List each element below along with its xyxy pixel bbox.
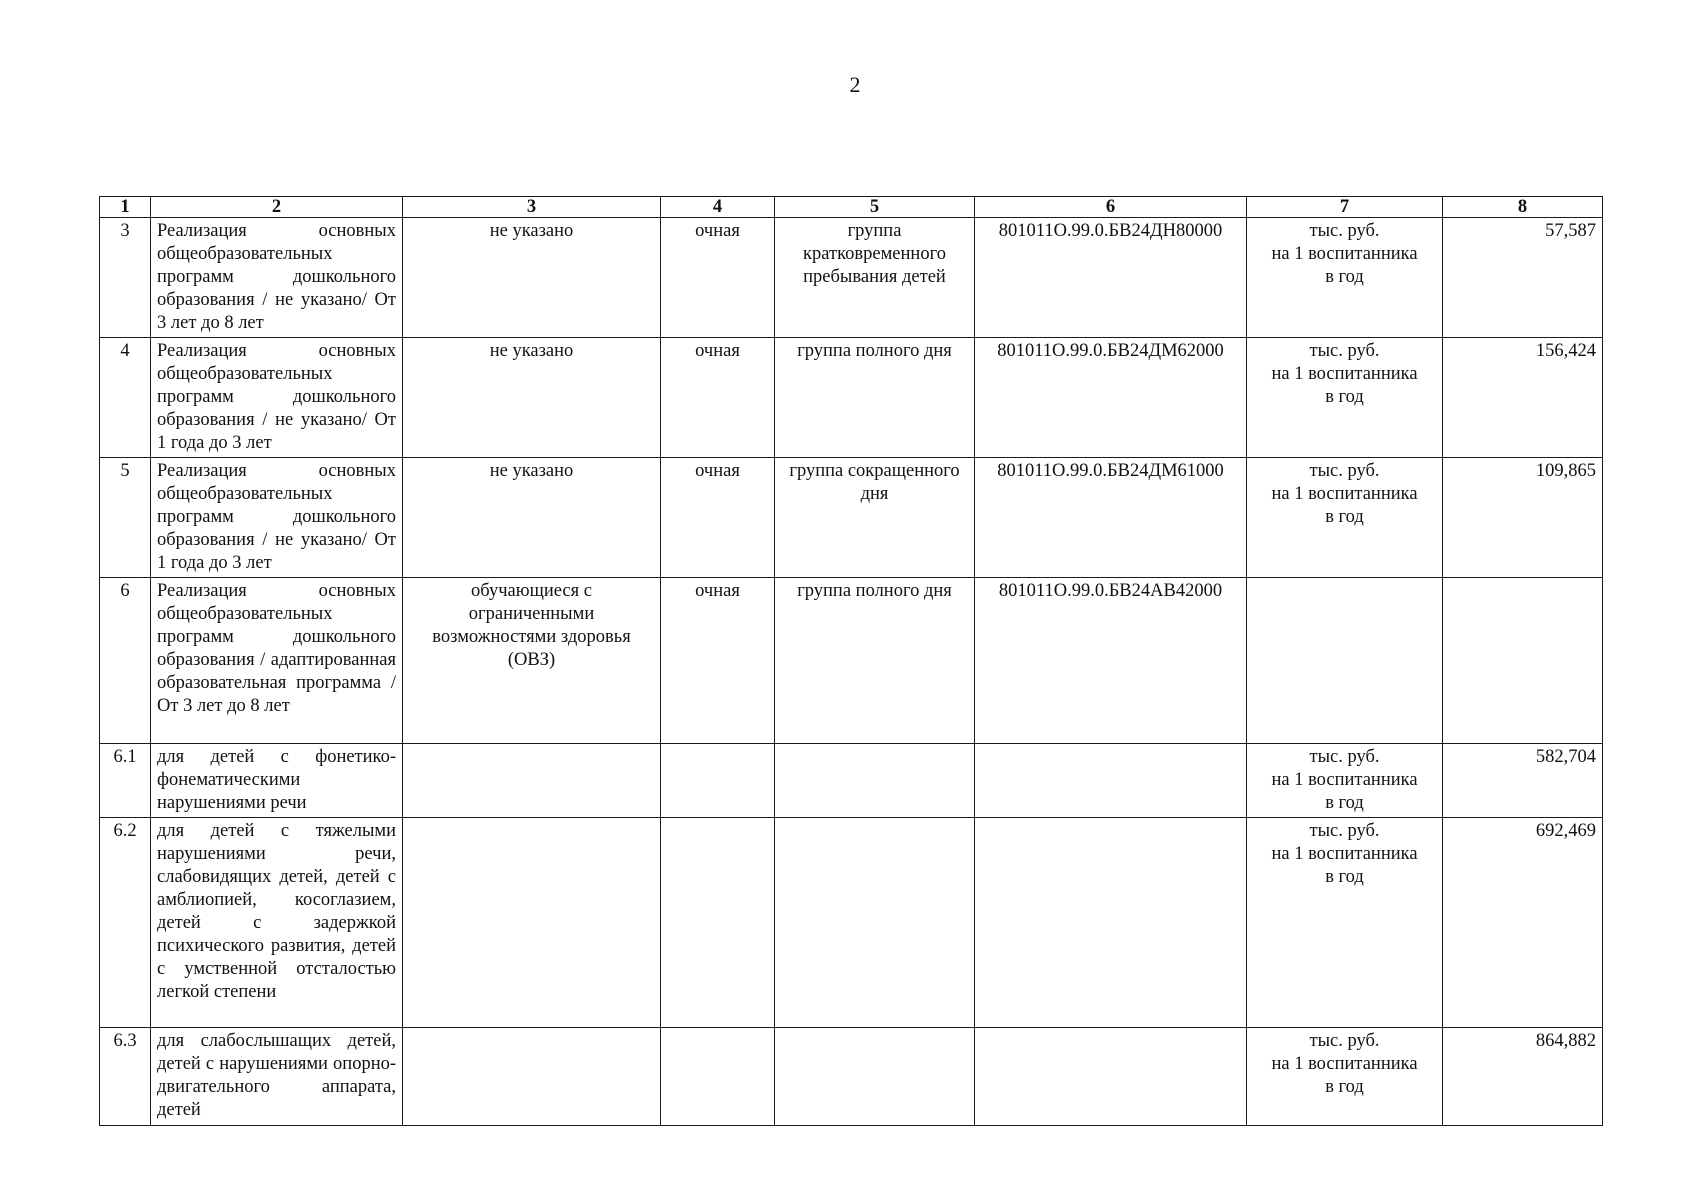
service-name: Реализация основных общеобразовательных программ дошкольного образования / не указано/ От 1 года до 3 лет (151, 338, 403, 458)
table-row (100, 818, 1603, 1028)
category (403, 818, 661, 1028)
header-cell: 2 (151, 197, 403, 218)
form (661, 744, 775, 818)
form (661, 818, 775, 1028)
category (403, 744, 661, 818)
unit-line: тыс. руб. (1309, 221, 1380, 241)
table-row (100, 218, 1603, 338)
page-number: 2 (849, 72, 861, 97)
service-name: Реализация основных общеобразовательных программ дошкольного образования / не указано/ От 3 лет до 8 лет (151, 218, 403, 338)
unit-line: на 1 воспитанника (1271, 844, 1418, 864)
unit-line: в год (1325, 1077, 1364, 1097)
category: не указано (403, 458, 661, 578)
header-cell: 1 (100, 197, 151, 218)
unit-line: в год (1325, 793, 1364, 813)
header-cell: 5 (775, 197, 975, 218)
header-row (100, 197, 1603, 218)
service-name: для детей с тяжелыми нарушениями речи, слабовидящих детей, детей с амблиопией, косоглазием, детей с задержкой психического развития, детей с умственной отсталостью легкой степени (151, 818, 403, 1028)
group-type: группа полного дня (775, 578, 975, 744)
unit-line: на 1 воспитанника (1271, 770, 1418, 790)
registry-code: 801011О.99.0.БВ24АВ42000 (975, 578, 1247, 744)
form: очная (661, 458, 775, 578)
header-cell: 6 (975, 197, 1247, 218)
header-cell: 7 (1247, 197, 1443, 218)
group-type: группа полного дня (775, 338, 975, 458)
group-type (775, 818, 975, 1028)
category: не указано (403, 338, 661, 458)
header-cell: 8 (1443, 197, 1603, 218)
table-row (100, 1028, 1603, 1126)
row-number: 4 (100, 338, 151, 458)
category (403, 1028, 661, 1126)
service-name: Реализация основных общеобразовательных программ дошкольного образования / не указано/ От 1 года до 3 лет (151, 458, 403, 578)
unit-line: тыс. руб. (1309, 821, 1380, 841)
group-type (775, 744, 975, 818)
tariff-table (99, 196, 1603, 1126)
unit-line: в год (1325, 267, 1364, 287)
registry-code (975, 744, 1247, 818)
unit (1247, 744, 1443, 818)
cost-value: 156,424 (1443, 338, 1603, 458)
unit-line: в год (1325, 387, 1364, 407)
service-name: для детей с фонетико-фонематическими нарушениями речи (151, 744, 403, 818)
unit (1247, 818, 1443, 1028)
unit (1247, 458, 1443, 578)
unit-line: на 1 воспитанника (1271, 364, 1418, 384)
group-type (775, 1028, 975, 1126)
cost-value (1443, 578, 1603, 744)
unit-line: тыс. руб. (1309, 747, 1380, 767)
unit-line: тыс. руб. (1309, 1031, 1380, 1051)
form: очная (661, 218, 775, 338)
table-row (100, 744, 1603, 818)
table-row (100, 458, 1603, 578)
unit-line: тыс. руб. (1309, 341, 1380, 361)
table-row (100, 338, 1603, 458)
unit-line: в год (1325, 867, 1364, 887)
cost-value: 109,865 (1443, 458, 1603, 578)
unit (1247, 578, 1443, 744)
row-number: 5 (100, 458, 151, 578)
row-number: 3 (100, 218, 151, 338)
service-name: Реализация основных общеобразовательных программ дошкольного образования / адаптированная образовательная программа / От 3 лет до 8 лет (151, 578, 403, 744)
registry-code (975, 1028, 1247, 1126)
category: не указано (403, 218, 661, 338)
group-type: группа сокращенного дня (775, 458, 975, 578)
form: очная (661, 578, 775, 744)
table-row (100, 578, 1603, 744)
group-type: группа кратковременного пребывания детей (775, 218, 975, 338)
registry-code (975, 818, 1247, 1028)
unit (1247, 1028, 1443, 1126)
row-number: 6.1 (100, 744, 151, 818)
header-cell: 3 (403, 197, 661, 218)
unit-line: на 1 воспитанника (1271, 244, 1418, 264)
registry-code: 801011О.99.0.БВ24ДН80000 (975, 218, 1247, 338)
unit (1247, 338, 1443, 458)
header-cell: 4 (661, 197, 775, 218)
cost-value: 57,587 (1443, 218, 1603, 338)
unit-line: в год (1325, 507, 1364, 527)
registry-code: 801011О.99.0.БВ24ДМ62000 (975, 338, 1247, 458)
service-name: для слабослышащих детей, детей с нарушениями опорно-двигательного аппарата, детей (151, 1028, 403, 1126)
row-number: 6.3 (100, 1028, 151, 1126)
cost-value: 582,704 (1443, 744, 1603, 818)
cost-value: 692,469 (1443, 818, 1603, 1028)
unit-line: на 1 воспитанника (1271, 1054, 1418, 1074)
cost-value: 864,882 (1443, 1028, 1603, 1126)
unit-line: тыс. руб. (1309, 461, 1380, 481)
unit-line: на 1 воспитанника (1271, 484, 1418, 504)
unit (1247, 218, 1443, 338)
category: обучающиеся с ограниченными возможностями здоровья (ОВЗ) (403, 578, 661, 744)
row-number: 6 (100, 578, 151, 744)
registry-code: 801011О.99.0.БВ24ДМ61000 (975, 458, 1247, 578)
form: очная (661, 338, 775, 458)
row-number: 6.2 (100, 818, 151, 1028)
form (661, 1028, 775, 1126)
